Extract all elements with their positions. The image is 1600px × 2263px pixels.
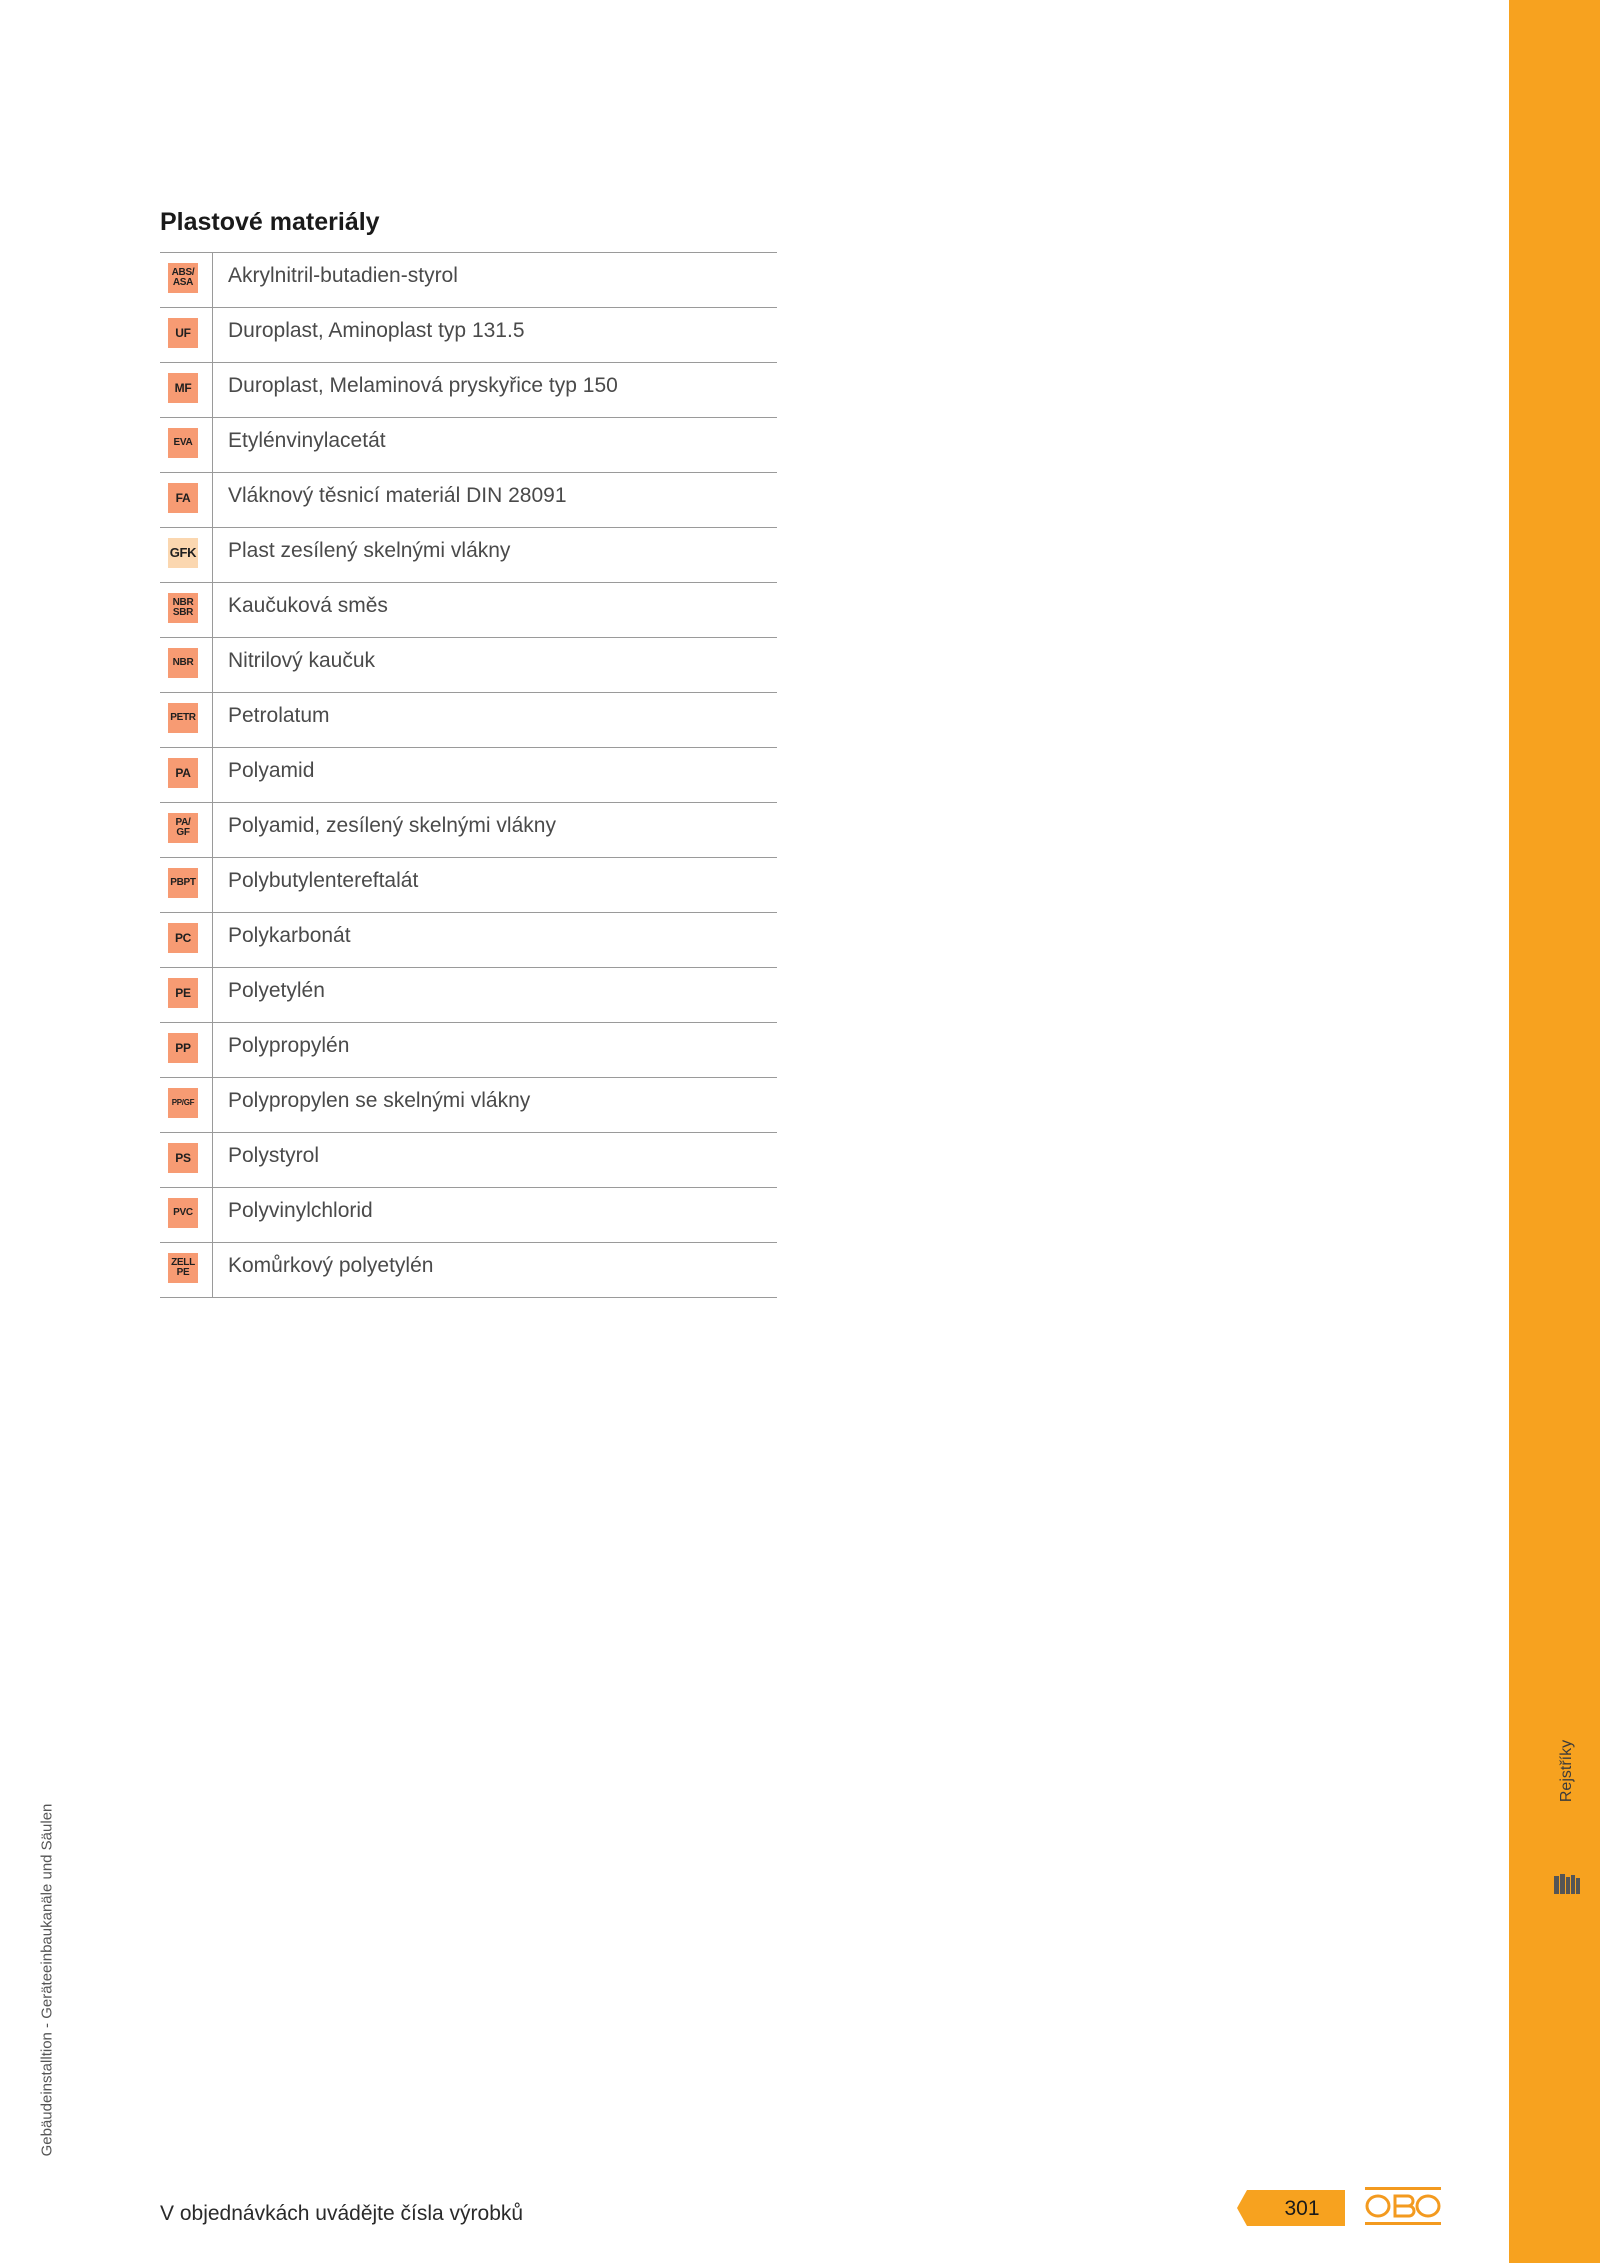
material-description: Polybutylentereftalát xyxy=(228,869,419,892)
material-code-badge: ZELL PE xyxy=(168,1253,198,1283)
material-code-badge: EVA xyxy=(168,428,198,458)
material-description: Polystyrol xyxy=(228,1144,320,1167)
table-row xyxy=(160,308,777,363)
material-code-badge: FA xyxy=(168,483,198,513)
material-description: Kaučuková směs xyxy=(228,594,388,617)
material-code-badge: PE xyxy=(168,978,198,1008)
materials-table xyxy=(160,252,777,1298)
table-row xyxy=(160,363,777,418)
material-code-badge: PA xyxy=(168,758,198,788)
material-code-cell xyxy=(160,1188,213,1242)
material-code-badge: UF xyxy=(168,318,198,348)
table-row xyxy=(160,528,777,583)
material-code-badge: ABS/ ASA xyxy=(168,263,198,293)
table-row xyxy=(160,1133,777,1188)
material-code-cell xyxy=(160,583,213,637)
material-description: Polyetylén xyxy=(228,979,325,1002)
material-code-cell xyxy=(160,1023,213,1077)
table-row xyxy=(160,1188,777,1243)
material-code-cell xyxy=(160,968,213,1022)
material-description: Polypropylén xyxy=(228,1034,350,1057)
table-row xyxy=(160,748,777,803)
material-code-badge: PP xyxy=(168,1033,198,1063)
material-description: Petrolatum xyxy=(228,704,330,727)
material-description: Polyamid xyxy=(228,759,315,782)
material-code-badge: PC xyxy=(168,923,198,953)
material-code-badge: PA/ GF xyxy=(168,813,198,843)
table-row xyxy=(160,803,777,858)
material-code-badge: MF xyxy=(168,373,198,403)
material-code-cell xyxy=(160,528,213,582)
side-caption-wrap xyxy=(36,1790,58,2170)
table-row xyxy=(160,968,777,1023)
material-code-badge: PP/GF xyxy=(168,1088,198,1118)
page-title: Plastové materiály xyxy=(160,208,380,236)
material-description: Komůrkový polyetylén xyxy=(228,1254,434,1277)
material-description: Polypropylen se skelnými vlákny xyxy=(228,1089,531,1112)
material-code-badge: PETR xyxy=(168,703,198,733)
material-code-cell xyxy=(160,418,213,472)
page-number: 301 xyxy=(1284,2197,1320,2220)
material-description: Polyamid, zesílený skelnými vlákny xyxy=(228,814,556,837)
material-description: Polyvinylchlorid xyxy=(228,1199,373,1222)
index-book-icon xyxy=(1554,1874,1580,1894)
sidebar-section-label[interactable]: Rejstříky xyxy=(1558,1739,1575,1803)
material-code-cell xyxy=(160,638,213,692)
material-description: Akrylnitril-butadien-styrol xyxy=(228,264,458,287)
material-description: Vláknový těsnicí materiál DIN 28091 xyxy=(228,484,567,507)
table-row xyxy=(160,693,777,748)
material-code-badge: GFK xyxy=(168,538,198,568)
material-code-cell xyxy=(160,363,213,417)
material-code-badge: PS xyxy=(168,1143,198,1173)
table-row xyxy=(160,1023,777,1078)
material-code-cell xyxy=(160,308,213,362)
material-code-cell xyxy=(160,913,213,967)
material-description: Plast zesílený skelnými vlákny xyxy=(228,539,511,562)
material-code-cell xyxy=(160,1133,213,1187)
footer-note: V objednávkách uvádějte čísla výrobků xyxy=(160,2202,524,2225)
material-code-badge: PBPT xyxy=(168,868,198,898)
table-row xyxy=(160,253,777,308)
side-caption: Gebäudeinstalltion - Geräteeinbaukanäle und Säulen xyxy=(38,1803,56,2157)
table-row xyxy=(160,638,777,693)
material-code-badge: PVC xyxy=(168,1198,198,1228)
material-description: Etylénvinylacetát xyxy=(228,429,386,452)
material-description: Duroplast, Melaminová pryskyřice typ 150 xyxy=(228,374,618,397)
sidebar-section-label-wrap xyxy=(1553,1735,1581,1807)
material-description: Duroplast, Aminoplast typ 131.5 xyxy=(228,319,525,342)
material-code-cell xyxy=(160,1078,213,1132)
material-code-cell xyxy=(160,803,213,857)
material-description: Nitrilový kaučuk xyxy=(228,649,376,672)
material-code-badge: NBR xyxy=(168,648,198,678)
table-row xyxy=(160,583,777,638)
obo-logo xyxy=(1364,2186,1442,2226)
table-row xyxy=(160,858,777,913)
side-tab-bar xyxy=(1509,0,1600,2263)
table-row xyxy=(160,1078,777,1133)
material-code-cell xyxy=(160,253,213,307)
table-row xyxy=(160,473,777,528)
material-code-cell xyxy=(160,748,213,802)
material-code-cell xyxy=(160,858,213,912)
material-code-cell xyxy=(160,473,213,527)
material-description: Polykarbonát xyxy=(228,924,351,947)
table-row xyxy=(160,913,777,968)
table-row xyxy=(160,1243,777,1298)
material-code-cell xyxy=(160,693,213,747)
material-code-badge: NBR SBR xyxy=(168,593,198,623)
table-row xyxy=(160,418,777,473)
material-code-cell xyxy=(160,1243,213,1297)
